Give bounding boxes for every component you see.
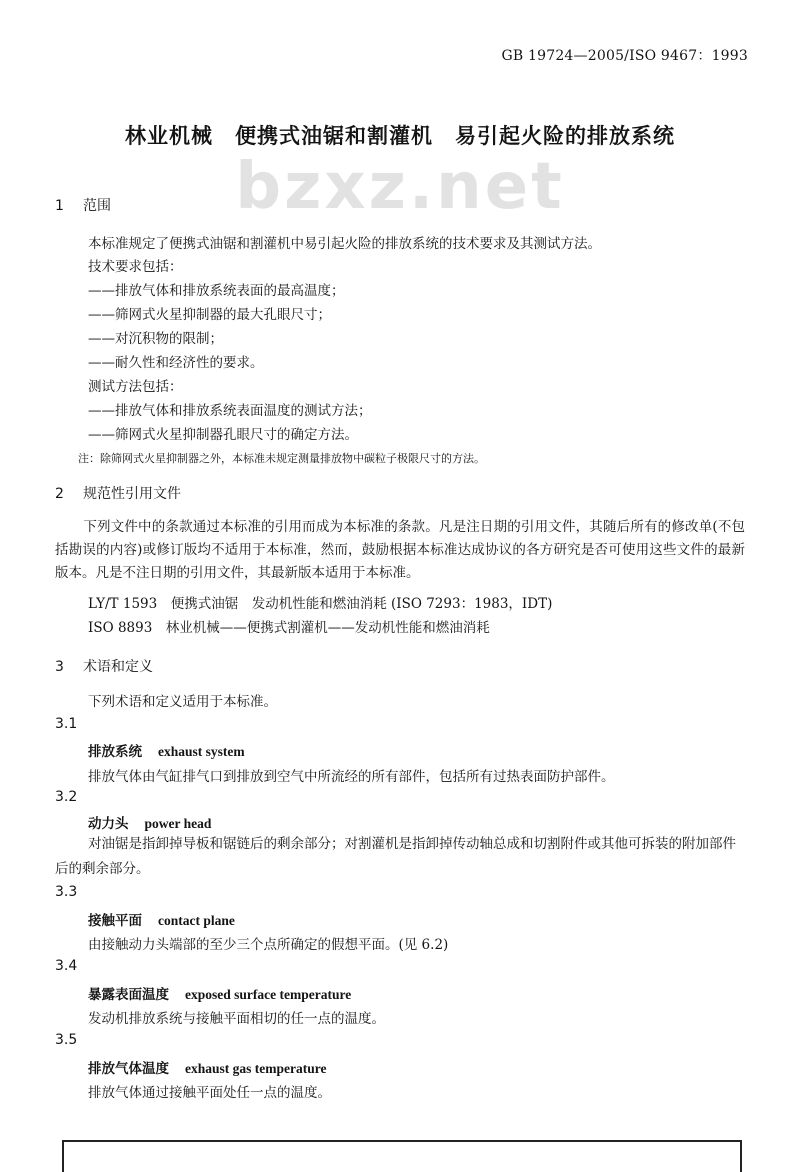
section-1-heading bbox=[55, 195, 111, 215]
term-heading bbox=[88, 812, 211, 832]
term-number: 3.2 bbox=[55, 789, 78, 805]
section-title: 规范性引用文件 bbox=[83, 486, 181, 502]
term-number: 3.4 bbox=[55, 958, 78, 974]
section-number: 2 bbox=[55, 486, 64, 502]
requirement-item: ——筛网式火星抑制器的最大孔眼尺寸； bbox=[88, 307, 331, 323]
term-definition: 排放气体由气缸排气口到排放到空气中所流经的所有部件，包括所有过热表面防护部件。 bbox=[88, 769, 615, 785]
term-chinese: 接触平面 bbox=[88, 913, 142, 929]
terms-intro: 下列术语和定义适用于本标准。 bbox=[88, 694, 277, 710]
requirements-label: 技术要求包括： bbox=[88, 259, 183, 275]
scope-intro: 本标准规定了便携式油锯和割灌机中易引起火险的排放系统的技术要求及其测试方法。 bbox=[88, 236, 601, 252]
term-english: contact plane bbox=[158, 913, 235, 928]
document-title: 林业机械 便携式油锯和割灌机 易引起火险的排放系统 bbox=[125, 124, 675, 148]
term-chinese: 排放气体温度 bbox=[88, 1061, 169, 1077]
term-number: 3.3 bbox=[55, 884, 78, 900]
term-chinese: 排放系统 bbox=[88, 744, 142, 760]
test-methods-label: 测试方法包括： bbox=[88, 379, 183, 395]
section-2-heading bbox=[55, 483, 181, 503]
term-heading bbox=[88, 909, 235, 929]
normative-references-paragraph: 下列文件中的条款通过本标准的引用而成为本标准的条款。凡是注日期的引用文件，其随后所有的修改单(不包括勘误的内容)或修订版均不适用于本标准，然而，鼓励根据本标准达成协议的各方研究是否可使用这些文件的最新版本。凡是不注日期的引用文件，其最新版本适用于本标准。 bbox=[55, 519, 745, 581]
term-chinese: 动力头 bbox=[88, 816, 129, 832]
standard-code: GB 19724—2005/ISO 9467：1993 bbox=[501, 48, 748, 64]
term-definition: 由接触动力头端部的至少三个点所确定的假想平面。(见 6.2) bbox=[88, 937, 449, 953]
term-heading bbox=[88, 740, 245, 760]
term-definition: 发动机排放系统与接触平面相切的任一点的温度。 bbox=[88, 1011, 385, 1027]
term-english: exhaust gas temperature bbox=[185, 1061, 327, 1076]
term-heading bbox=[88, 1057, 326, 1077]
term-heading bbox=[88, 983, 351, 1003]
term-number: 3.1 bbox=[55, 716, 78, 732]
section-3-heading bbox=[55, 656, 153, 676]
term-definition: 对油锯是指卸掉导板和锯链后的剩余部分；对割灌机是指卸掉传动轴总成和切割附件或其他可拆装的附加部件后的剩余部分。 bbox=[55, 836, 737, 877]
test-method-item: ——排放气体和排放系统表面温度的测试方法； bbox=[88, 403, 372, 419]
section-title: 术语和定义 bbox=[83, 659, 153, 675]
term-english: power head bbox=[144, 816, 212, 831]
test-method-item: ——筛网式火星抑制器孔眼尺寸的确定方法。 bbox=[88, 427, 358, 443]
section-title: 范围 bbox=[83, 198, 111, 214]
term-english: exposed surface temperature bbox=[185, 987, 352, 1002]
term-english: exhaust system bbox=[158, 744, 245, 759]
term-chinese: 暴露表面温度 bbox=[88, 987, 169, 1003]
scope-note: 注：除筛网式火星抑制器之外，本标准未规定测量排放物中碳粒子极限尺寸的方法。 bbox=[78, 452, 485, 465]
bottom-frame-border bbox=[62, 1140, 742, 1172]
requirement-item: ——耐久性和经济性的要求。 bbox=[88, 355, 264, 371]
reference-item: ISO 8893 林业机械——便携式割灌机——发动机性能和燃油消耗 bbox=[88, 620, 490, 636]
requirement-item: ——对沉积物的限制； bbox=[88, 331, 223, 347]
reference-item: LY/T 1593 便携式油锯 发动机性能和燃油消耗 (ISO 7293：1983，IDT) bbox=[88, 596, 553, 612]
section-number: 3 bbox=[55, 659, 64, 675]
section-number: 1 bbox=[55, 198, 64, 214]
requirement-item: ——排放气体和排放系统表面的最高温度； bbox=[88, 283, 345, 299]
term-number: 3.5 bbox=[55, 1032, 78, 1048]
watermark: bzxz.net bbox=[235, 150, 565, 224]
term-definition: 排放气体通过接触平面处任一点的温度。 bbox=[88, 1085, 331, 1101]
